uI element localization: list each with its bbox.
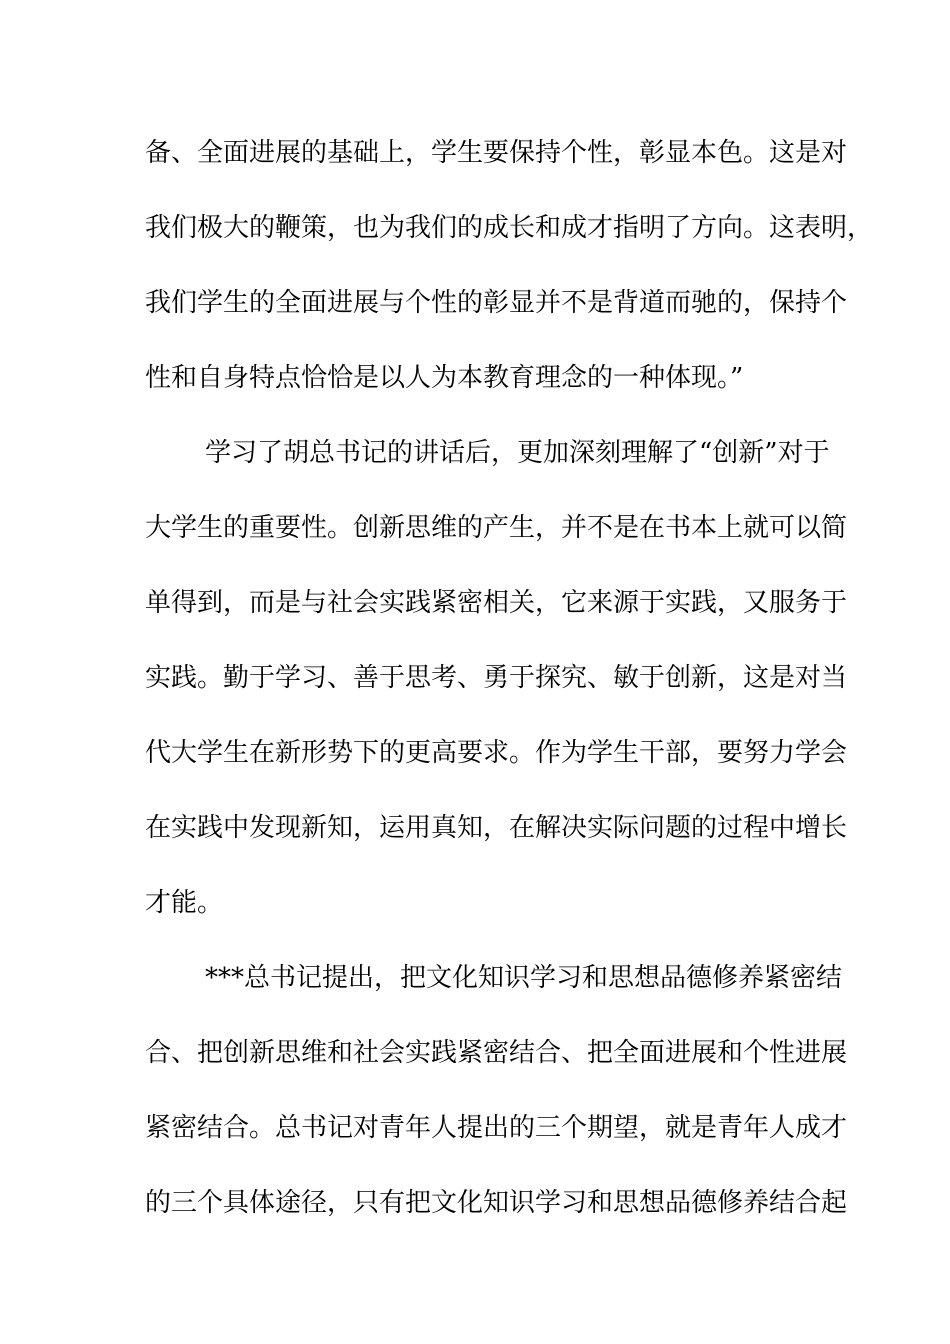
text-line: 性和自身特点恰恰是以人为本教育理念的一种体现。” bbox=[145, 363, 744, 393]
text-line: 紧密结合。总书记对青年人提出的三个期望，就是青年人成才 bbox=[145, 1113, 848, 1143]
text-line: 单得到，而是与社会实践紧密相关，它来源于实践，又服务于 bbox=[145, 588, 848, 618]
text-line: 合、把创新思维和社会实践紧密结合、把全面进展和个性进展 bbox=[145, 1038, 848, 1068]
text-line: 实践。勤于学习、善于思考、勇于探究、敏于创新，这是对当 bbox=[145, 663, 848, 693]
text-line: 大学生的重要性。创新思维的产生，并不是在书本上就可以简 bbox=[145, 513, 848, 543]
text-line: 备、全面进展的基础上，学生要保持个性，彰显本色。这是对 bbox=[145, 138, 848, 168]
paragraph-first-line: 学习了胡总书记的讲话后，更加深刻理解了“创新”对于 bbox=[205, 438, 830, 468]
text-line: 代大学生在新形势下的更高要求。作为学生干部，要努力学会 bbox=[145, 738, 848, 768]
text-line: 我们极大的鞭策，也为我们的成长和成才指明了方向。这表明， bbox=[145, 213, 874, 243]
paragraph-first-line: ***总书记提出，把文化知识学习和思想品德修养紧密结 bbox=[205, 963, 843, 993]
text-line: 的三个具体途径，只有把文化知识学习和思想品德修养结合起 bbox=[145, 1188, 848, 1218]
text-line: 我们学生的全面进展与个性的彰显并不是背道而驰的，保持个 bbox=[145, 288, 848, 318]
text-line: 才能。 bbox=[145, 888, 224, 918]
text-line: 在实践中发现新知，运用真知，在解决实际问题的过程中增长 bbox=[145, 813, 848, 843]
